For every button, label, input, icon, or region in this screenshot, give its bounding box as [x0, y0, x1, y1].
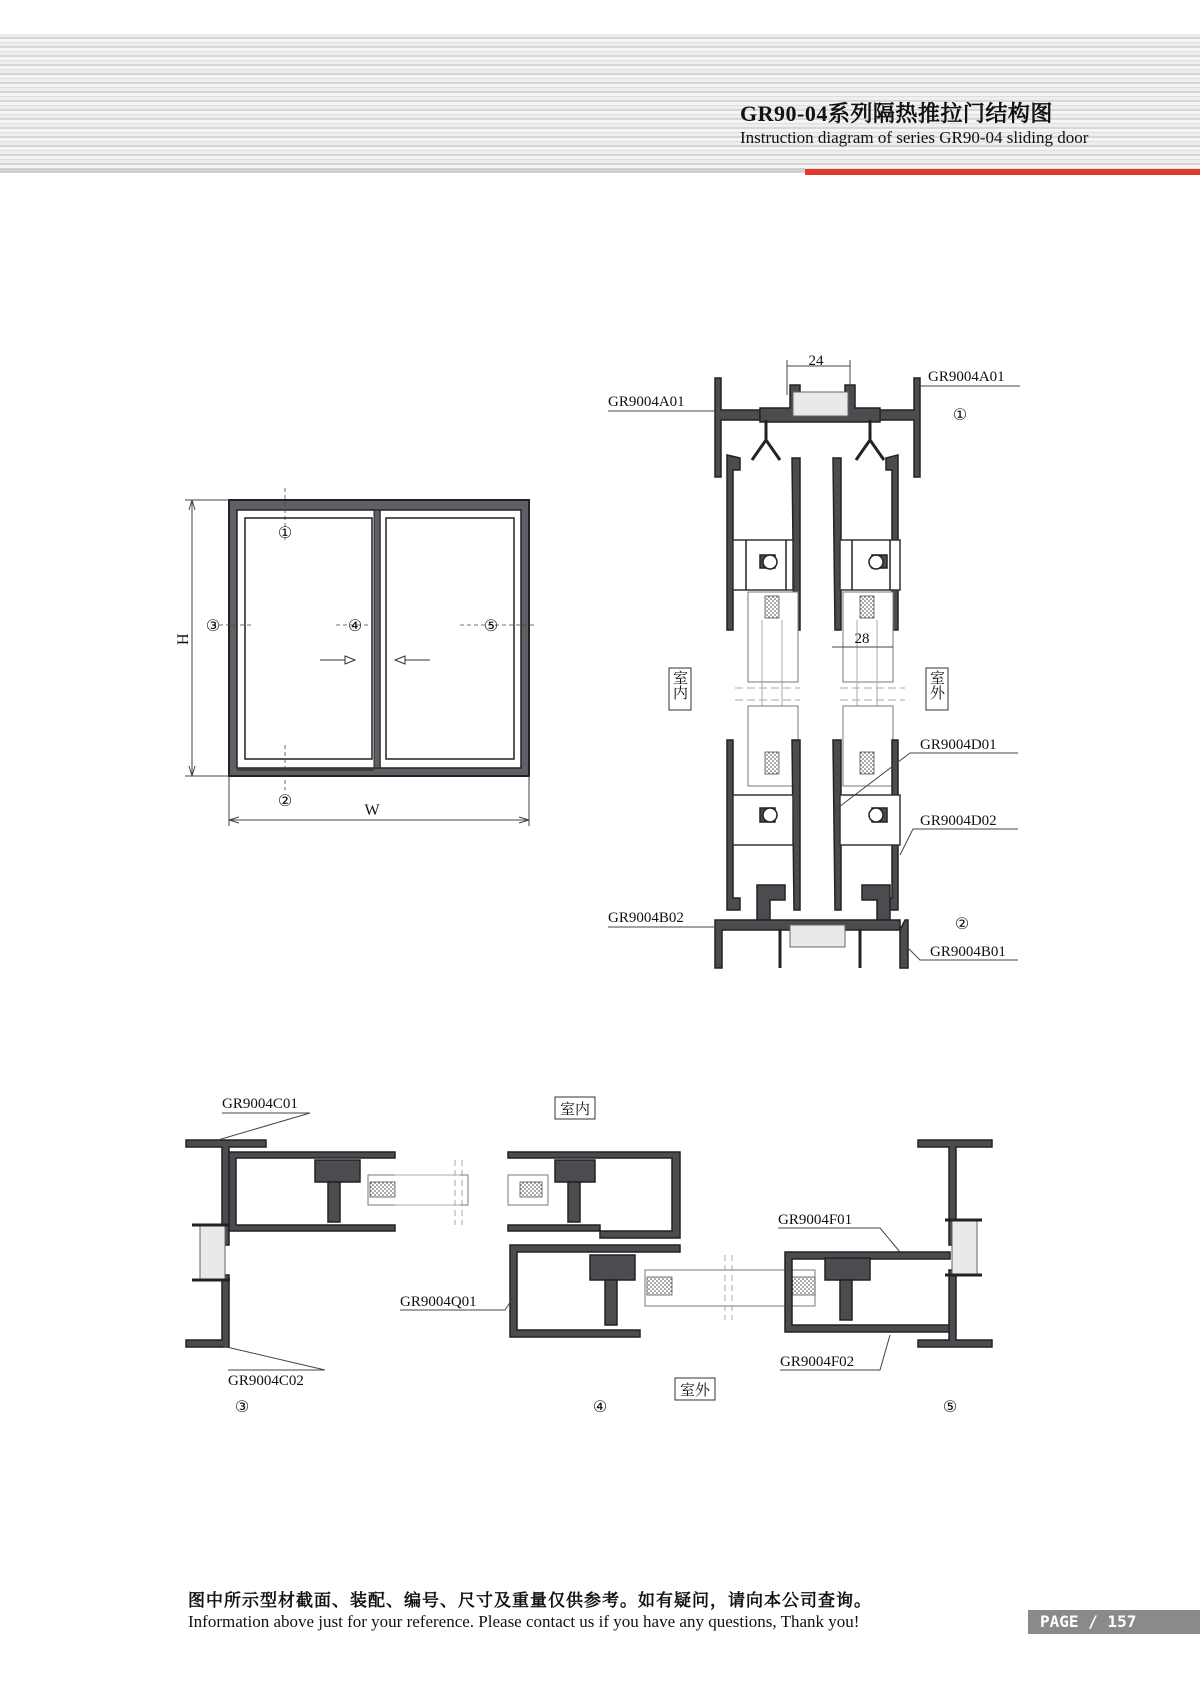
section-marker-1: ① [952, 407, 968, 424]
part-label-b01: GR9004B01 [930, 944, 1006, 960]
part-label-c02: GR9004C02 [228, 1373, 304, 1389]
svg-text:室内: 室内 [559, 1100, 591, 1118]
footer-note-en: Information above just for your reference. Please contact us if you have any questions, Thank you! [188, 1612, 860, 1631]
page-number: PAGE / 157 [1028, 1610, 1200, 1634]
dim-24-label: 24 [808, 353, 824, 369]
part-label-d01: GR9004D01 [920, 737, 997, 753]
side-tag-outside [926, 668, 948, 710]
section-marker-2: ② [954, 916, 970, 933]
section-marker-3: ③ [234, 1399, 250, 1416]
part-label-f01: GR9004F01 [778, 1212, 853, 1228]
section-marker-4: ④ [592, 1399, 608, 1416]
part-label-d02: GR9004D02 [920, 813, 997, 829]
height-dim-label: H [175, 633, 192, 645]
part-label-c01: GR9004C01 [222, 1096, 298, 1112]
svg-text:室外: 室外 [928, 670, 946, 700]
svg-text:室内: 室内 [671, 670, 689, 700]
page-title: GR90-04系列隔热推拉门结构图 [740, 101, 1053, 126]
vertical-section [608, 360, 1020, 968]
marker-3: ③ [205, 618, 221, 635]
part-label-a01-right: GR9004A01 [928, 369, 1005, 385]
section-marker-5: ⑤ [942, 1399, 958, 1416]
part-label-b02: GR9004B02 [608, 910, 684, 926]
marker-4: ④ [347, 618, 363, 635]
dim-28-label: 28 [854, 631, 870, 647]
marker-5: ⑤ [483, 618, 499, 635]
marker-2: ② [277, 793, 293, 810]
side-tag-inside-h [555, 1097, 595, 1119]
side-tag-outside-h [675, 1378, 715, 1400]
svg-text:室外: 室外 [679, 1381, 711, 1399]
horizontal-section [186, 1113, 992, 1370]
part-label-a01-left: GR9004A01 [608, 394, 685, 410]
part-label-f02: GR9004F02 [780, 1354, 855, 1370]
part-label-q01: GR9004Q01 [400, 1294, 477, 1310]
door-elevation [175, 488, 535, 826]
side-tag-inside [669, 668, 691, 710]
marker-1: ① [277, 525, 293, 542]
page-subtitle: Instruction diagram of series GR90-04 sliding door [740, 128, 1089, 147]
footer-note-cn: 图中所示型材截面、装配、编号、尺寸及重量仅供参考。如有疑问，请向本公司查询。 [188, 1591, 872, 1611]
width-dim-label: W [364, 802, 380, 819]
